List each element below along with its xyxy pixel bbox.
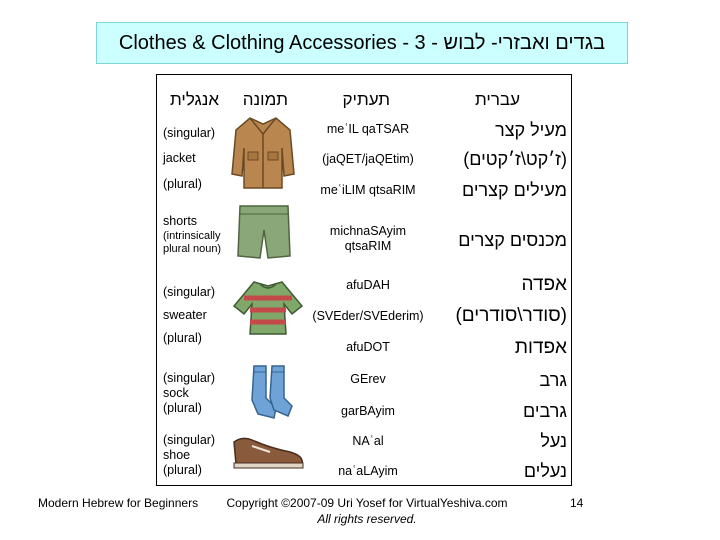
translit-shorts-1: michnaSAyim bbox=[329, 224, 407, 238]
hebrew-shoe-singular: נעל bbox=[540, 431, 567, 451]
header-english: אנגלית bbox=[170, 90, 219, 109]
translit-sock-singular: GErev bbox=[350, 372, 386, 386]
page-number: 14 bbox=[570, 496, 584, 510]
sweater-icon bbox=[230, 278, 306, 338]
footer-copyright: Copyright ©2007-09 Uri Yosef for VirtualYeshiva.com bbox=[226, 496, 508, 510]
hebrew-jacket-singular: מעיל קצר bbox=[495, 120, 567, 140]
hebrew-jacket-alt: (ז׳קט\ז׳קטים) bbox=[463, 149, 567, 169]
hebrew-sweater-plural: אפדות bbox=[514, 337, 567, 358]
shorts-icon bbox=[236, 202, 292, 262]
hebrew-jacket-plural: מעילים קצרים bbox=[462, 180, 567, 200]
hebrew-shoe-plural: נעלים bbox=[523, 461, 567, 481]
title-hebrew: בגדים ואבזרי- לבוש bbox=[443, 31, 606, 54]
hebrew-sweater-alt: (סודר\סודרים) bbox=[455, 305, 567, 326]
shorts-note-1: (intrinsically bbox=[163, 230, 221, 242]
header-hebrew: עברית bbox=[475, 90, 520, 109]
title-english: Clothes & Clothing Accessories - 3 - bbox=[118, 31, 438, 54]
hebrew-sock-singular: גרב bbox=[539, 370, 567, 390]
noun-shoe: shoe bbox=[163, 448, 191, 462]
noun-sweater: sweater bbox=[163, 308, 207, 322]
header-picture: תמונה bbox=[242, 90, 288, 109]
noun-sock: sock bbox=[163, 386, 189, 400]
label-plural: (plural) bbox=[163, 177, 202, 191]
label-plural: (plural) bbox=[163, 463, 202, 477]
translit-shoe-singular: NAʿal bbox=[352, 434, 384, 448]
label-singular: (singular) bbox=[163, 285, 216, 299]
shoe-icon bbox=[230, 432, 306, 472]
translit-shoe-plural: naʿaLAyim bbox=[338, 464, 398, 478]
translit-jacket-alt: (jaQET/jaQEtim) bbox=[322, 152, 414, 166]
label-singular: (singular) bbox=[163, 371, 216, 385]
translit-sock-plural: garBAyim bbox=[341, 404, 395, 418]
jacket-icon bbox=[230, 112, 296, 194]
hebrew-shorts: מכנסים קצרים bbox=[458, 230, 567, 250]
sock-icon bbox=[248, 364, 294, 420]
header-transliteration: תעתיק bbox=[342, 90, 390, 109]
hebrew-sock-plural: גרבים bbox=[523, 401, 567, 421]
hebrew-sweater-singular: אפדה bbox=[521, 274, 567, 295]
label-plural: (plural) bbox=[163, 331, 202, 345]
label-singular: (singular) bbox=[163, 126, 216, 140]
noun-jacket: jacket bbox=[163, 151, 196, 165]
label-plural: (plural) bbox=[163, 401, 202, 415]
footer-rights: All rights reserved. bbox=[317, 512, 417, 526]
label-singular: (singular) bbox=[163, 433, 216, 447]
noun-shorts: shorts bbox=[163, 214, 198, 228]
translit-jacket-plural: meʿiLIM qtsaRIM bbox=[320, 183, 416, 197]
footer-course: Modern Hebrew for Beginners bbox=[38, 496, 199, 510]
translit-sweater-alt: (SVEder/SVEderim) bbox=[312, 309, 424, 323]
translit-jacket-singular: meʿIL qaTSAR bbox=[326, 122, 410, 136]
translit-shorts-2: qtsaRIM bbox=[344, 239, 392, 253]
translit-sweater-plural: afuDOT bbox=[346, 340, 390, 354]
slide-title bbox=[96, 22, 628, 64]
shorts-note-2: plural noun) bbox=[163, 243, 222, 255]
translit-sweater-singular: afuDAH bbox=[346, 278, 390, 292]
